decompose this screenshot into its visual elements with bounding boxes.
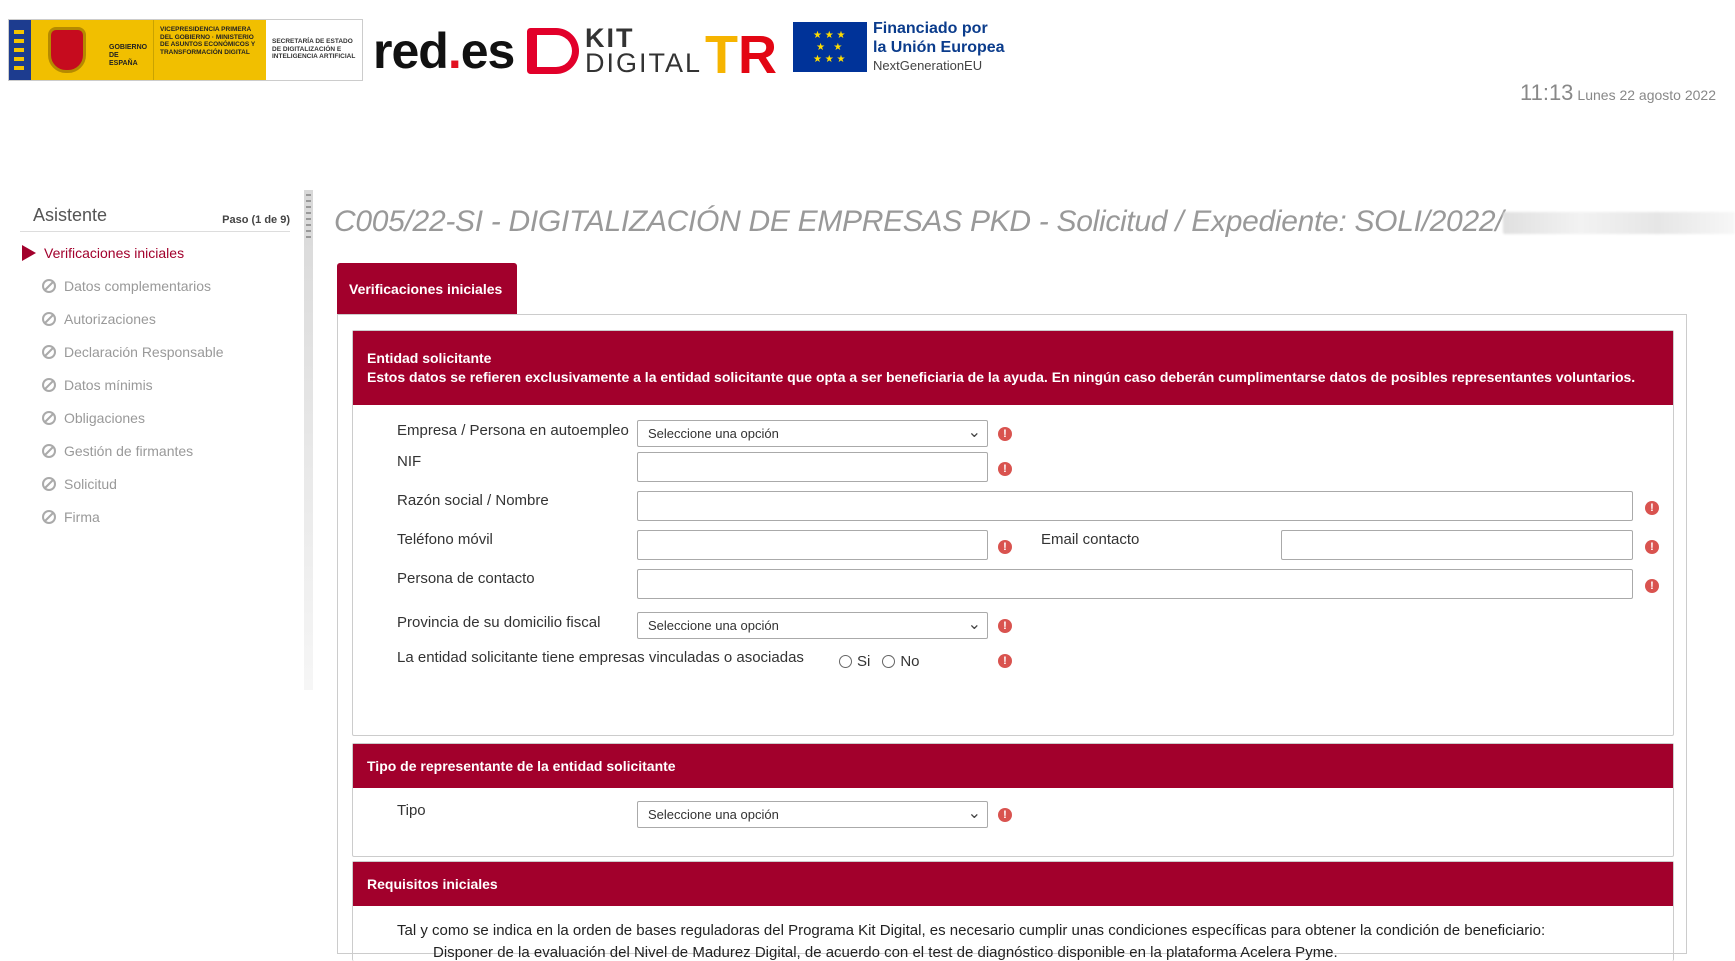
eu-funding-logo: ★ ★ ★ ★ ★ ★ ★ ★ Financiado por la Unión Europea NextGenerationEU	[793, 19, 1005, 75]
clock	[1520, 80, 1716, 106]
nif-input[interactable]	[637, 452, 988, 482]
warning-icon: !	[998, 540, 1012, 554]
requisitos-item: Disponer de la evaluación del Nivel de Madurez Digital, de acuerdo con el test de diagnóstico disponible en la plataforma Acelera Pyme.	[433, 944, 1338, 961]
redes-logo: red.es	[373, 23, 515, 79]
email-label: Email contacto	[1041, 531, 1140, 548]
disabled-icon	[42, 279, 56, 293]
tab-verificaciones-iniciales[interactable]: Verificaciones iniciales	[337, 263, 517, 314]
sidebar-item-declaracion: Declaración Responsable	[20, 335, 290, 368]
kit-digital-logo: KIT DIGITAL	[527, 26, 702, 76]
warning-icon: !	[998, 619, 1012, 633]
warning-icon: !	[1645, 579, 1659, 593]
warning-icon: !	[1645, 540, 1659, 554]
form-container	[337, 314, 1687, 961]
disabled-icon	[42, 411, 56, 425]
sidebar-item-datos-complementarios: Datos complementarios	[20, 269, 290, 302]
disabled-icon	[42, 312, 56, 326]
sidebar-item-minimis: Datos mínimis	[20, 368, 290, 401]
provincia-label: Provincia de su domicilio fiscal	[397, 614, 601, 631]
requisitos-panel	[352, 861, 1674, 961]
gov-line1: GOBIERNO DE ESPAÑA	[103, 20, 153, 80]
telefono-input[interactable]	[637, 530, 988, 560]
warning-icon: !	[998, 808, 1012, 822]
sidebar-item-firmantes: Gestión de firmantes	[20, 434, 290, 467]
razon-label: Razón social / Nombre	[397, 492, 549, 509]
vinculadas-label: La entidad solicitante tiene empresas vinculadas o asociadas	[397, 649, 804, 666]
recovery-plan-logo: TR	[705, 25, 777, 85]
disabled-icon	[42, 510, 56, 524]
government-logo	[8, 19, 363, 81]
tipo-select[interactable]: Seleccione una opción ⌄	[637, 801, 988, 828]
gov-line2: VICEPRESIDENCIA PRIMERA DEL GOBIERNO · MINISTERIO DE ASUNTOS ECONÓMICOS Y TRANSFORMACIÓN DIGITAL	[153, 20, 266, 80]
razon-input[interactable]	[637, 491, 1633, 521]
panel-title: Entidad solicitante	[367, 350, 492, 366]
clock-time: 11:13	[1520, 80, 1574, 105]
radio-no[interactable]	[882, 655, 895, 668]
nif-label: NIF	[397, 453, 422, 470]
kit-digital-mark-icon	[527, 28, 579, 74]
eu-flag-icon	[793, 22, 867, 72]
sidebar-item-verificaciones[interactable]: Verificaciones iniciales	[20, 236, 290, 269]
sidebar-item-autorizaciones: Autorizaciones	[20, 302, 290, 335]
sidebar-step: Paso (1 de 9)	[222, 214, 290, 226]
disabled-icon	[42, 477, 56, 491]
warning-icon: !	[1645, 501, 1659, 515]
warning-icon: !	[998, 427, 1012, 441]
requisitos-intro: Tal y como se indica en la orden de bases reguladoras del Programa Kit Digital, es necesario cumplir unas condiciones específicas para obtener la condición de beneficiario:	[397, 922, 1546, 939]
warning-icon: !	[998, 462, 1012, 476]
empresa-select[interactable]: Seleccione una opción ⌄	[637, 420, 988, 447]
disabled-icon	[42, 444, 56, 458]
email-input[interactable]	[1281, 530, 1633, 560]
warning-icon: !	[998, 654, 1012, 668]
sidebar-item-obligaciones: Obligaciones	[20, 401, 290, 434]
vinculadas-radio-group: Si No	[839, 653, 920, 670]
provincia-select[interactable]: Seleccione una opción ⌄	[637, 612, 988, 639]
tipo-label: Tipo	[397, 802, 426, 819]
tipo-representante-panel	[352, 743, 1674, 857]
radio-si[interactable]	[839, 655, 852, 668]
sidebar-title: Asistente	[33, 205, 108, 225]
gov-line3: SECRETARÍA DE ESTADO DE DIGITALIZACIÓN E INTELIGENCIA ARTIFICIAL	[266, 20, 362, 80]
sidebar-item-solicitud: Solicitud	[20, 467, 290, 500]
empresa-label: Empresa / Persona en autoempleo	[397, 422, 629, 439]
persona-label: Persona de contacto	[397, 570, 535, 587]
telefono-label: Teléfono móvil	[397, 531, 493, 548]
coat-of-arms-icon	[31, 20, 103, 80]
disabled-icon	[42, 378, 56, 392]
persona-input[interactable]	[637, 569, 1633, 599]
clock-date: Lunes 22 agosto 2022	[1577, 87, 1716, 103]
panel-subtitle: Estos datos se refieren exclusivamente a la entidad solicitante que opta a ser beneficiaria de la ayuda. En ningún caso deberán cumplimentarse datos de posibles representantes voluntarios.	[367, 369, 1636, 385]
panel-title: Tipo de representante de la entidad solicitante	[367, 758, 676, 774]
panel-title: Requisitos iniciales	[367, 876, 498, 892]
eu-stars-strip	[9, 20, 31, 80]
sidebar-item-firma: Firma	[20, 500, 290, 533]
disabled-icon	[42, 345, 56, 359]
current-step-arrow-icon	[22, 245, 36, 261]
wizard-sidebar	[20, 205, 290, 533]
entidad-solicitante-panel	[352, 330, 1674, 736]
redacted-id	[1503, 212, 1735, 234]
page-title: C005/22-SI - DIGITALIZACIÓN DE EMPRESAS PKD - Solicitud / Expediente: SOLI/2022/	[334, 205, 1735, 239]
sidebar-scrollbar[interactable]	[304, 190, 313, 690]
